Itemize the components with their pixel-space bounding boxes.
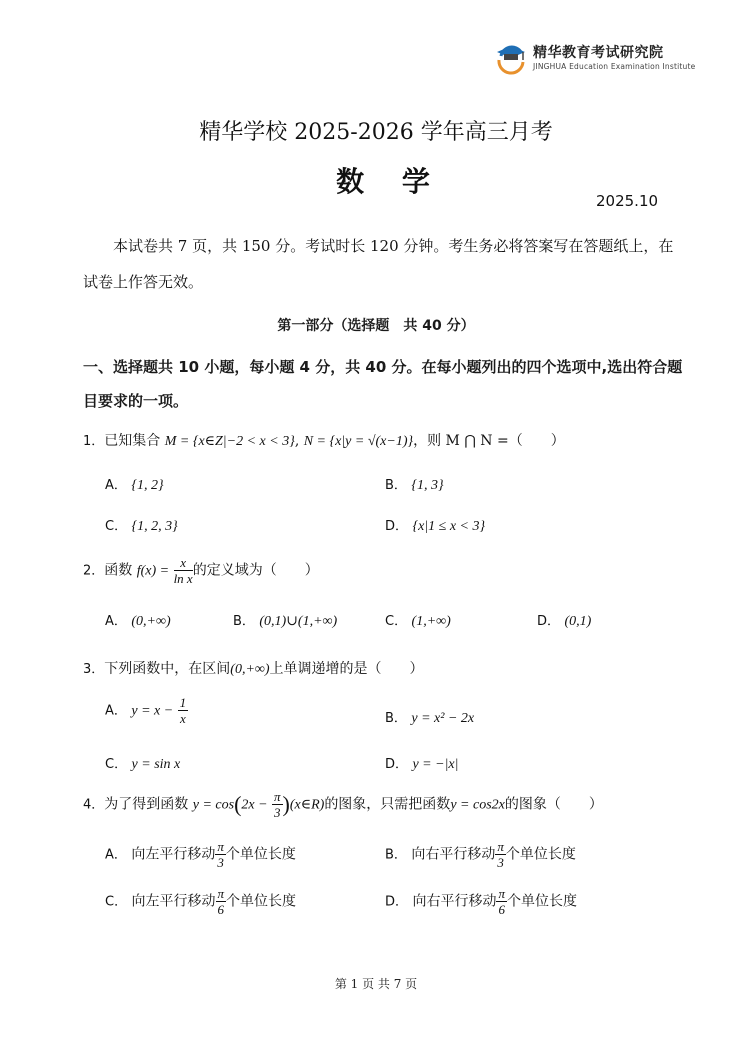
interval: (0,+∞) — [230, 662, 270, 677]
question-lead: 已知集合 — [104, 433, 161, 449]
option-b[interactable]: B． (0,1)∪(1,+∞) — [233, 614, 338, 629]
option-c[interactable]: C． {1, 2, 3} — [105, 519, 178, 534]
question-2-stem — [83, 556, 319, 585]
fraction: $\frac{x}{\text{ln x}}$ — [173, 555, 193, 586]
institute-name-cn: 精华教育考试研究院 — [533, 45, 664, 61]
option-d[interactable]: D． {x|1 ≤ x < 3} — [385, 519, 486, 534]
question-tail: 的定义域为（ ） — [192, 562, 319, 579]
question-tail: 上单调递增的是（ ） — [269, 661, 424, 677]
question-tail: ，则 M ⋂ N =（ ） — [413, 433, 565, 449]
exam-date: 2025.10 — [596, 192, 659, 210]
intro-line-1: 本试卷共 7 页，共 150 分。考试时长 120 分钟。考生务必将答案写在答题纸上，在 — [113, 237, 674, 255]
question-lead: 为了得到函数 — [104, 796, 189, 813]
question-3-stem — [83, 658, 424, 678]
option-d[interactable]: D． 向右平行移动 $\frac{\pi}{6}$ 个单位长度 — [385, 886, 577, 917]
option-a[interactable]: A． {1, 2} — [105, 478, 164, 493]
question-number: 1． — [83, 434, 105, 449]
subject-title: 数 学 — [336, 165, 444, 198]
page-footer: 第 1 页 共 7 页 — [334, 977, 418, 991]
exam-title: 精华学校 2025-2026 学年高三月考 — [199, 120, 553, 145]
option-a[interactable]: A． y = x − $\frac{1}{x}$ — [105, 695, 187, 726]
part-heading: 第一部分（选择题 共 40 分） — [277, 318, 475, 334]
option-c[interactable]: C． (1,+∞) — [385, 614, 451, 629]
set-m: M = {x∈Z|−2 < x < 3} — [164, 434, 295, 449]
function-f: f(x) = — [136, 563, 170, 579]
question-lead: 下列函数中，在区间 — [104, 661, 231, 677]
option-b[interactable]: B． 向右平行移动 $\frac{\pi}{3}$ 个单位长度 — [385, 839, 576, 870]
question-number: 4． — [83, 797, 105, 813]
option-d[interactable]: D． y = −|x| — [385, 757, 459, 772]
question-4-stem: 4．为了得到函数 y = cos(2x − $\frac{\pi}{3}$ )(x∈R)的图象，只需把函数y = cos2x的图象（ ） — [83, 789, 603, 820]
question-1-stem: 1．已知集合 M = {x∈Z|−2 < x < 3}, N = {x|y = √(x−1)}，则 M ⋂ N =（ ） — [83, 433, 565, 449]
option-a[interactable]: A． (0,+∞) — [105, 614, 171, 629]
option-c[interactable]: C． 向左平行移动 $\frac{\pi}{6}$ 个单位长度 — [105, 886, 297, 917]
graduation-cap-globe-icon — [493, 40, 529, 76]
institute-name-en: JINGHUA Education Examination Institute — [533, 62, 696, 71]
option-d[interactable]: D． (0,1) — [537, 614, 592, 629]
option-b[interactable]: B． {1, 3} — [385, 478, 444, 493]
intro-line-2: 试卷上作答无效。 — [83, 273, 204, 291]
question-lead: 函数 — [104, 562, 133, 579]
set-n: N = {x|y = √(x−1)} — [303, 434, 414, 449]
option-b[interactable]: B． y = x² − 2x — [385, 711, 475, 726]
section-instruction-line-2: 目要求的一项。 — [83, 392, 189, 410]
question-number: 2． — [83, 563, 105, 579]
option-c[interactable]: C． y = sin x — [105, 757, 181, 772]
option-a[interactable]: A． 向左平行移动 $\frac{\pi}{3}$ 个单位长度 — [105, 839, 296, 870]
section-instruction-line-1: 一、选择题共 10 小题，每小题 4 分，共 40 分。在每小题列出的四个选项中,选出符合题 — [83, 358, 683, 376]
question-number: 3． — [83, 662, 105, 677]
